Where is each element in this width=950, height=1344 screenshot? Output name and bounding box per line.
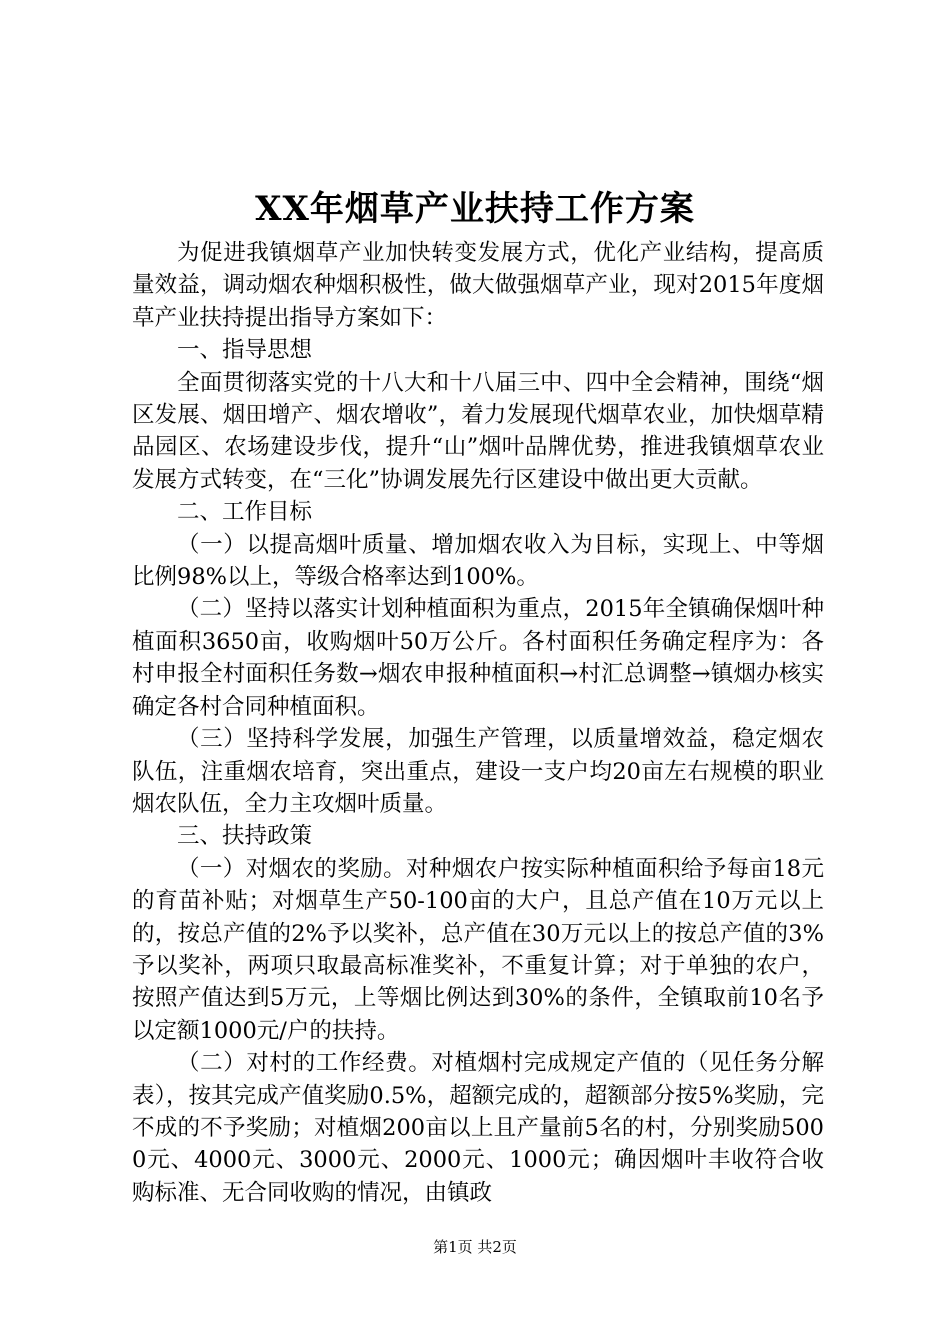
section-heading-support-policy: 三、扶持政策 (177, 823, 313, 850)
section-heading-work-goals: 二、工作目标 (177, 499, 313, 526)
policy-paragraph-1: （一）对烟农的奖励。对种烟农户按实际种植面积给予每亩18元的育苗补贴；对烟草生产50-100亩的大户，且总产值在10万元以上的，按总产值的2%予以奖补，总产值在30万元以上的按总产值的3%予以奖补，两项只取最高标准奖补，不重复计算；对于单独的农户，按照产值达到5万元，上等烟比例达到30%的条件，全镇取前10名予以定额1000元/户的扶持。 (132, 855, 824, 1044)
goal-paragraph-3: （三）坚持科学发展，加强生产管理，以质量增效益，稳定烟农队伍，注重烟农培育，突出重点，建设一支户均20亩左右规模的职业烟农队伍，全力主攻烟叶质量。 (132, 726, 824, 817)
page-footer: 第1页 共2页 (433, 1238, 517, 1256)
policy-paragraph-2: （二）对村的工作经费。对植烟村完成规定产值的（见任务分解表），按其完成产值奖励0.5%，超额完成的，超额部分按5%奖励，完不成的不予奖励；对植烟200亩以上且产量前5名的村，分别奖励5000元、4000元、3000元、2000元、1000元；确因烟叶丰收符合收购标准、无合同收购的情况，由镇政 (132, 1050, 824, 1206)
section-heading-guiding-thought: 一、指导思想 (177, 337, 313, 364)
guiding-thought-paragraph: 全面贯彻落实党的十八大和十八届三中、四中全会精神，围绕“烟区发展、烟田增产、烟农增收”，着力发展现代烟草农业，加快烟草精品园区、农场建设步伐，提升“山”烟叶品牌优势，推进我镇烟草农业发展方式转变，在“三化”协调发展先行区建设中做出更大贡献。 (132, 369, 824, 493)
document-title: XX年烟草产业扶持工作方案 (255, 189, 695, 229)
goal-paragraph-1: （一）以提高烟叶质量、增加烟农收入为目标，实现上、中等烟比例98%以上，等级合格率达到100%。 (132, 531, 824, 591)
document-body (132, 237, 824, 1209)
goal-paragraph-2: （二）坚持以落实计划种植面积为重点，2015年全镇确保烟叶种植面积3650亩，收购烟叶50万公斤。各村面积任务确定程序为：各村申报全村面积任务数→烟农申报种植面积→村汇总调整→镇烟办核实确定各村合同种植面积。 (132, 596, 824, 720)
intro-paragraph: 为促进我镇烟草产业加快转变发展方式，优化产业结构，提高质量效益，调动烟农种烟积极性，做大做强烟草产业，现对2015年度烟草产业扶持提出指导方案如下： (132, 240, 824, 331)
